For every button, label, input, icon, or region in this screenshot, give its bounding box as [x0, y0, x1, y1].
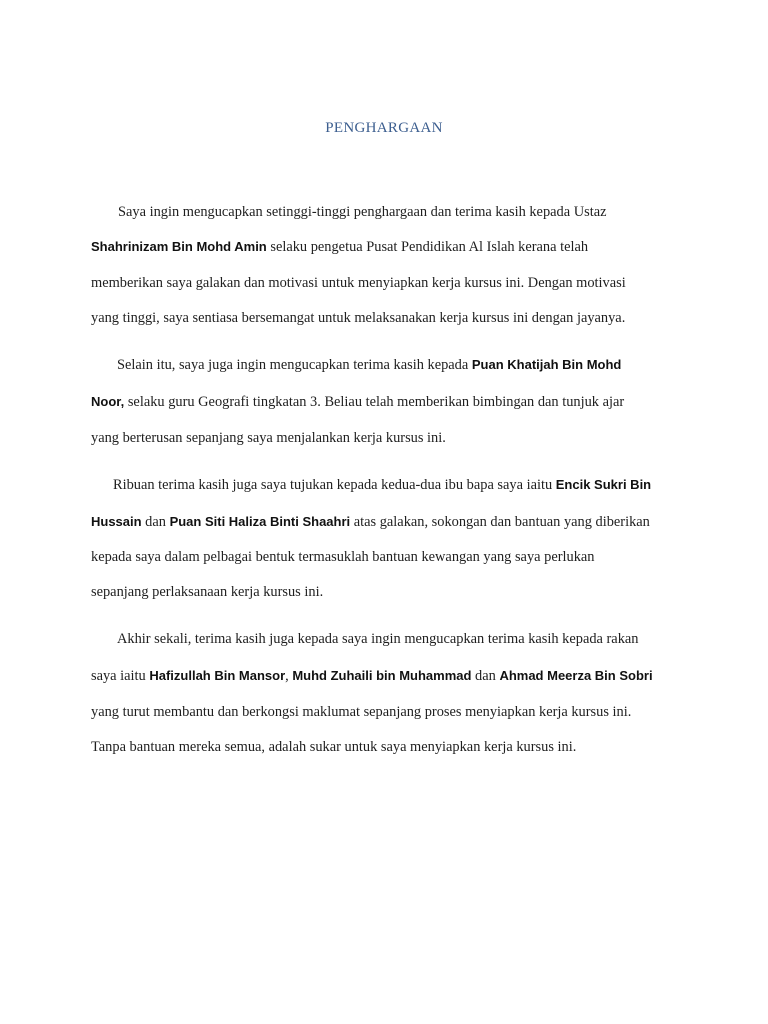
person-name: Shahrinizam Bin Mohd Amin	[91, 239, 267, 254]
paragraph-4-line-3: yang turut membantu dan berkongsi maklumat sepanjang proses menyiapkan kerja kursus ini.	[91, 704, 632, 720]
paragraph-4-line-4: Tanpa bantuan mereka semua, adalah sukar untuk saya menyiapkan kerja kursus ini.	[91, 739, 577, 755]
paragraph-2-line-1	[117, 355, 621, 375]
person-name: Puan Siti Haliza Binti Shaahri	[169, 514, 351, 529]
paragraph-3-line-3: kepada saya dalam pelbagai bentuk termasuklah bantuan kewangan yang saya perlukan	[91, 549, 595, 565]
text-span: selaku guru Geografi tingkatan 3. Beliau telah memberikan bimbingan dan tunjuk ajar	[124, 394, 625, 410]
paragraph-3-line-4: sepanjang perlaksanaan kerja kursus ini.	[91, 584, 324, 600]
text-span: saya iaitu	[91, 668, 150, 684]
paragraph-3-line-1	[113, 475, 651, 495]
person-name: Ahmad Meerza Bin Sobri	[499, 668, 653, 683]
person-name: Noor,	[91, 394, 125, 409]
paragraph-1-line-2	[91, 237, 588, 257]
text-span: dan	[471, 668, 500, 684]
text-span: Selain itu, saya juga ingin mengucapkan terima kasih kepada	[117, 357, 472, 373]
paragraph-1-line-4: yang tinggi, saya sentiasa bersemangat untuk melaksanakan kerja kursus ini dengan jayanya.	[91, 310, 626, 326]
person-name: Hafizullah Bin Mansor	[149, 668, 286, 683]
paragraph-1-line-3: memberikan saya galakan dan motivasi untuk menyiapkan kerja kursus ini. Dengan motivasi	[91, 275, 626, 291]
text-span: ,	[285, 668, 293, 684]
person-name: Puan Khatijah Bin Mohd	[471, 357, 622, 372]
person-name: Muhd Zuhaili bin Muhammad	[292, 668, 472, 683]
person-name: Encik Sukri Bin	[555, 477, 652, 492]
paragraph-4-line-1: Akhir sekali, terima kasih juga kepada saya ingin mengucapkan terima kasih kepada rakan	[117, 631, 639, 647]
person-name: Hussain	[91, 514, 142, 529]
paragraph-2-line-3: yang berterusan sepanjang saya menjalankan kerja kursus ini.	[91, 430, 446, 446]
text-span: atas galakan, sokongan dan bantuan yang diberikan	[350, 514, 650, 530]
page-title: PENGHARGAAN	[325, 120, 443, 136]
paragraph-1-line-1: Saya ingin mengucapkan setinggi-tinggi penghargaan dan terima kasih kepada Ustaz	[118, 204, 607, 220]
text-span: Ribuan terima kasih juga saya tujukan kepada kedua-dua ibu bapa saya iaitu	[113, 477, 556, 493]
paragraph-4-line-2	[91, 666, 653, 686]
paragraph-3-line-2	[91, 512, 650, 532]
paragraph-2-line-2	[91, 392, 624, 412]
text-span: dan	[141, 514, 170, 530]
text-span: selaku pengetua Pusat Pendidikan Al Islah kerana telah	[266, 239, 589, 255]
